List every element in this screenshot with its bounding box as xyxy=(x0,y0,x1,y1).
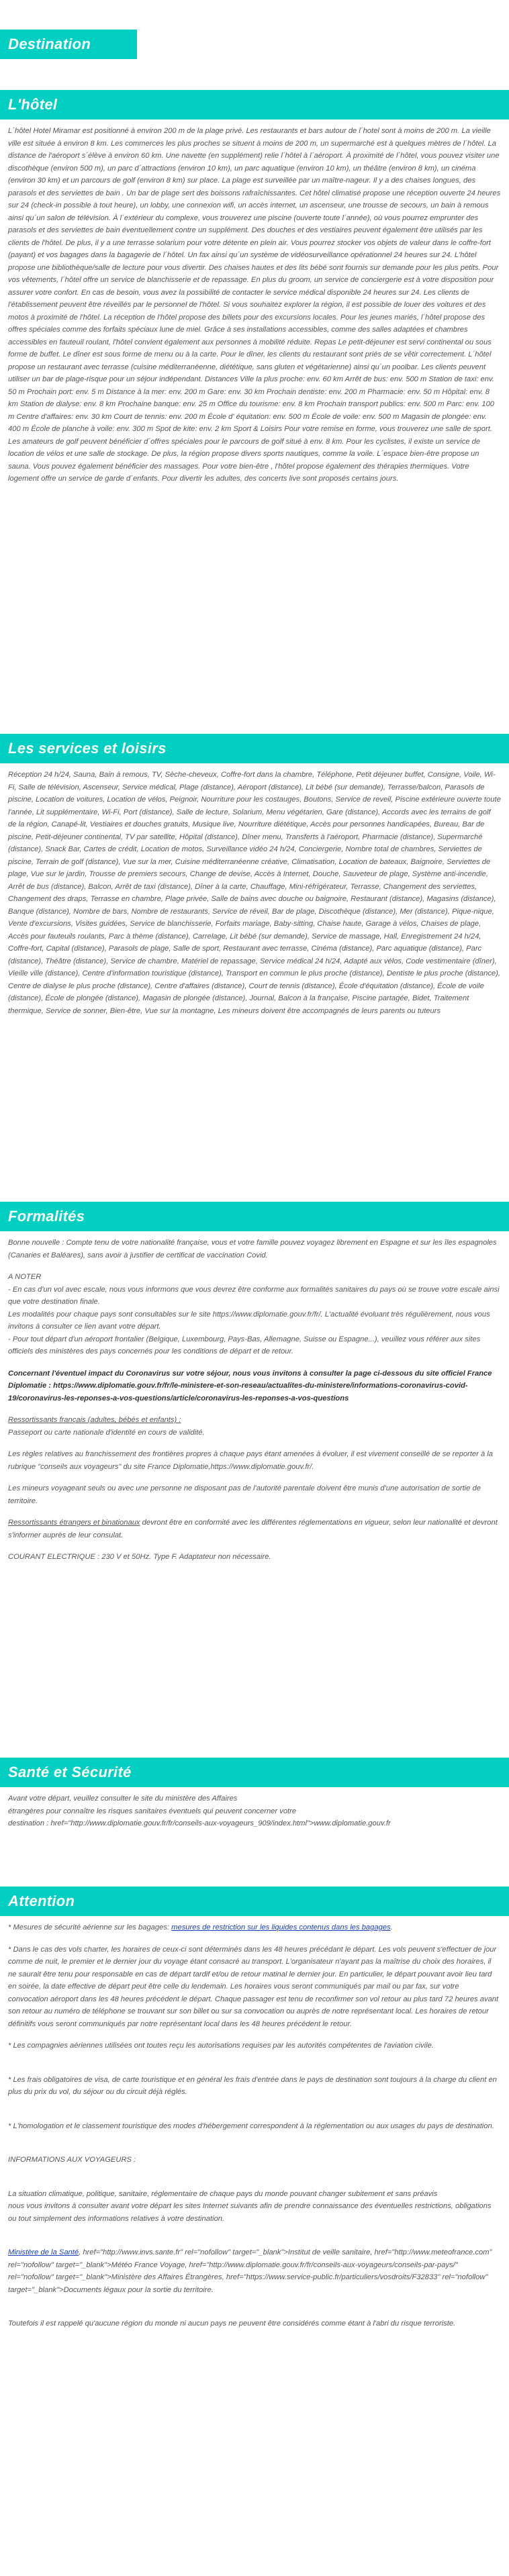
formalites-banner: Formalités xyxy=(0,1202,509,1231)
services-banner: Les services et loisirs xyxy=(0,734,509,763)
useful-links: Ministère de la Santé, href="http://www.invs.sante.fr" rel="nofollow" target="_blank">Institut de veille sanitaire, href="http://www.meteofrance.com" rel="nofollow" target="_blank">Météo France Voyage, href="http://www.diplomatie.gouv.fr/fr/conseils-aux-voyageurs/conseils-par-pays/" rel="nofollow" target="_blank">Ministère des Affaires Étrangères, href="https://www.service-public.fr/particuliers/vosdroits/F32833" rel="nofollow" target="_blank">Documents légaux pour la sortie du territoire. xyxy=(8,2248,492,2294)
electric-current: COURANT ELECTRIQUE : 230 V et 50Hz. Type F. Adaptateur non nécessaire. xyxy=(8,1553,271,1561)
hotel-section xyxy=(0,90,509,495)
charter-flights: * Dans le cas des vols charter, les horaires de ceux-ci sont déterminés dans les 48 heures précédant le départ. Les vols peuvent s'effectuer de jour comme de nuit, le premier et le dernier jour du voyage étant consacré au transport. L'organisateur n'ayant pas la maîtrise du choix des horaires, il ne saurait être tenu pour responsable en cas de départ tardif et/ou de retour matinal le dernier jour. En particulier, le départ pouvant avoir lieu tard en soirée, la date effective de départ peut être celle du lendemain. Les horaires vous seront communiqués par mail ou par fax, sur votre convocation aéroport dans les 48 heures précédent le départ. Chaque passager est tenu de reconfirmer son vol retour au plus tard 72 heures avant son retour au numéro de téléphone se trouvant sur son billet ou sur sa convocation ou auprès de notre représentant local. Les horaires de retour définitifs vous seront communiqués par notre représentant local dans les 48 heures précédent le retour. xyxy=(8,1945,499,2028)
formalites-note xyxy=(8,1271,501,1358)
liquids-restriction-link[interactable]: mesures de restriction sur les liquides contenus dans les bagages xyxy=(171,1923,391,1931)
foreign-nationals xyxy=(8,1517,501,1541)
french-nationals-text: Passeport ou carte nationale d'identité en cours de validité. xyxy=(8,1428,205,1437)
french-nationals-title: Ressortissants français (adultes, bébés et enfants) : xyxy=(8,1416,181,1424)
french-nationals xyxy=(8,1414,501,1439)
sante-line: destination : href="http://www.diplomatie.gouv.fr/fr/conseils-aux-voyageurs_909/index.html">www.diplomatie.gouv.fr xyxy=(8,1819,391,1827)
attention-banner: Attention xyxy=(0,1887,509,1916)
note-title: A NOTER xyxy=(8,1273,42,1281)
accommodation-classification: * L'homologation et le classement touristique des modes d'hébergement correspondent à la réglementation ou aux usages du pays de destination. xyxy=(8,2121,494,2130)
foreign-nationals-text: devront être en conformité avec les différentes réglementations en vigueur, selon leur nationalité et devront s'informer auprès de leur consulat. xyxy=(8,1519,498,1539)
luggage-security: * Mesures de sécurité aérienne sur les bagages: mesures de restriction sur les liquides contenus dans les bagages. xyxy=(8,1923,393,1931)
attention-section xyxy=(0,1887,509,2340)
destination-banner: Destination xyxy=(0,30,137,59)
sante-section xyxy=(0,1758,509,1830)
traveler-info-title: INFORMATIONS AUX VOYAGEURS : xyxy=(8,2156,136,2164)
destination-section xyxy=(0,30,509,59)
note-line: - Pour tout départ d'un aéroport frontalier (Belgique, Luxembourg, Pays-Bas, Allemagne, Suisse ou Espagne...), veuillez vous référer aux sites officiels des ministères des pays concernés pour les conditions de départ et de retour. xyxy=(8,1335,481,1355)
minors-rules: Les mineurs voyageant seuls ou avec une personne ne disposant pas de l'autorité parentale doivent être munis d'une autorisation de sortie de territoire. xyxy=(8,1484,481,1505)
sante-banner: Santé et Sécurité xyxy=(0,1758,509,1787)
sante-line: étrangères pour connaître les risques sanitaires éventuels qui peuvent concerner votre xyxy=(8,1807,297,1815)
sante-line: Avant votre départ, veuillez consulter le site du ministère des Affaires xyxy=(8,1795,238,1803)
note-line: Les modalités pour chaque pays sont consultables sur le site https://www.diplomatie.gouv.fr/fr/. L'actualité évoluant très régulièrement, nous vous invitons à consulter ce lien avant votre départ. xyxy=(8,1310,490,1331)
terrorism-warning: Toutefois il est rappelé qu'aucune région du monde ni aucun pays ne peuvent être considérés comme étant à l'abri du risque terroriste. xyxy=(8,2320,456,2328)
services-list: Réception 24 h/24, Sauna, Bain à remous, TV, Sèche-cheveux, Coffre-fort dans la chambre, Téléphone, Petit déjeuner buffet, Consigne, Voile, Wi-Fi, Salle de télévision, Ascenseur, Service médical, Plage (distance), Aéroport (distance), Lit bébé (sur demande), Terrasse/balcon, Parasols de piscine, Location de voitures, Location de vélos, Peignoir, Nourriture pour les costauges, Boutons, Service de reveil, Piscine extérieure ouverte toute l'année, Lit supplémentaire, Wi-Fi, Port (distance), Salle de lecture, Solarium, Menu végétarien, Gare (distance), Accords avec les terrains de golf de la région, Canapé-lit, Vestiaires et douches gratuits, Musique live, Nourriture diététique, Accès pour personnes handicapées, Bureau, Bar de piscine, Petit-déjeuner continental, TV par satellite, Hôpital (distance), Dîner menu, Transferts à l'aéroport, Pharmacie (distance), Supermarché (distance), Snack Bar, Cartes de crédit, Location de motos, Surveillance vidéo 24 h/24, Conciergerie, Nombre total de chambres, Serviettes de piscine, Terrain de golf (distance), Vue sur la mer, Cuisine méditerranéenne créative, Climatisation, Location de bateaux, Baignoire, Serviettes de plage, Vue sur le jardin, Trousse de premiers secours, Change de devise, Accès à Internet, Douche, Sauveteur de plage, Système anti-incendie, Arrêt de bus (distance), Balcon, Arrêt de taxi (distance), Dîner à la carte, Chauffage, Mini-réfrigérateur, Terrasse, Changement des serviettes, Changement des draps, Terrasse en chambre, Plage privée, Salle de bains avec douche ou baignoire, Restaurant (distance), Magasins (distance), Banque (distance), Nombre de bars, Nombre de restaurants, Service de réveil, Bar de plage, Discothèque (distance), Mer (distance), Pique-nique, Vente d'excursions, Visites guidées, Service de blanchisserie, Forfaits mariage, Baby-sitting, Chaise haute, Garage à vélos, Chaises de plage, Accès pour fauteuils roulants, Parc à thème (distance), Carrelage, Lit bébé (sur demande), Service de massage, Hall, Enregistrement 24 h/24, Coffre-fort, Capital (distance), Parasols de plage, Salle de sport, Restaurant avec terrasse, Cinéma (distance), Parc aquatique (distance), Parc (distance), Théâtre (distance), Service de chambre, Matériel de repassage, Service médical 24 h/24, Adapté aux vélos, Code vestimentaire (dîner), Vieille ville (distance), Centre d'information touristique (distance), Transport en commun le plus proche (distance), Dentiste le plus proche (distance), Centre de dialyse le plus proche (distance), Centre d'affaires (distance), Court de tennis (distance), École d'équitation (distance), École de voile (distance), École de plongée (distance), Magasin de plongée (distance), Journal, Balcon à la française, Piscine partagée, Bidet, Traitement thermique, Service de sonner, Bien-être, Vue sur la montagne, Les mineurs doivent être accompagnés de leurs parents ou tuteurs xyxy=(8,771,501,1015)
border-rules: Les règles relatives au franchissement des frontières propres à chaque pays étant amenées à évoluer, il est vivement conseillé de se reporter à la rubrique "conseils aux voyageurs" du site France Diplomatie,https://www.diplomatie.gouv.fr/. xyxy=(8,1450,493,1471)
ministry-health-link[interactable]: Ministère de la Santé xyxy=(8,2248,79,2256)
formalites-intro: Bonne nouvelle : Compte tenu de votre nationalité française, vous et votre famille pouvez voyagez librement en Espagne et sur les îles espagnoles (Canaries et Baléares), sans avoir à justifier de certificat de vaccination Covid. xyxy=(8,1239,497,1259)
services-section xyxy=(0,734,509,1027)
situation-warning: La situation climatique, politique, sanitaire, réglementaire de chaque pays du monde pouvant changer subitement et sans préavis nous vous invitons à consulter avant votre départ les sites Internet suivants afin de prendre connaissance des éventuelles restrictions, obligations ou tout simplement des informations relatives à votre destination. xyxy=(8,2189,492,2223)
foreign-nationals-title: Ressortissants étrangers et binationaux xyxy=(8,1519,140,1527)
coronavirus-notice: Concernant l'éventuel impact du Coronavirus sur votre séjour, nous vous invitons à consulter la page ci-dessous du site officiel France Diplomatie : https://www.diplomatie.gouv.fr/fr/le-ministere-et-son-reseau/actualites-du-ministere/informations-coronavirus-covid-19/coronavirus-les-reponses-a-vos-questions/article/coronavirus-les-reponses-a-vos-questions xyxy=(8,1369,492,1402)
hotel-description: L´hôtel Hotel Miramar est positionné à environ 200 m de la plage privé. Les restaurants et bars autour de l´hotel sont à moins de 200 m. La vieille ville est située à environ 8 km. Les commerces les plus proches se situent à moins de 200 m, un supermarché est à quelques mètres de l´hôtel. La distance de l'aéroport s´élève à environ 60 km. Une navette (en supplément) relie l´hôtel à l´aéroport. À proximité de l´hôtel, vous pouvez visiter une discothèque (environ 500 m), un parc d´attractions (environ 10 km), un parc aquatique (environ 10 km), un théâtre (environ 8 km), un cinéma (environ 30 km) et un parcours de golf (environ 8 km) sur place. La plage est surveillée par un maître-nageur. Il y a des chaises longues, des parasols et des serviettes de bain . Un bar de plage sert des boissons rafraîchissantes. Cet hôtel climatisé propose une réception ouverte 24 heures sur 24 (check-in possible à tout heure), un lobby, une connexion wifi, un accès internet, un ascenseur, une trousse de secours, un bain à remous ainsi qu´un salon de télévision. À l´extérieur du complexe, vous trouverez une piscine (ouverte toute l´année), où vous pourrez emprunter des parasols et des serviettes de bain éventuellement contre un supplément. Des douches et des vestiaires peuvent également être utilisés par les clients de l'hôtel. De plus, il y a une terrasse solarium pour votre détente en plein air. Vous pourrez stocker vos objets de valeur dans le coffre-fort (payant) et vos bagages dans la bagagerie de l´hôtel. Un fax ainsi qu´un système de vidéosurveillance opérationnel 24 heures sur 24. L'hôtel propose une bibliothèque/salle de lecture pour vous divertir. Des chaises hautes et des lits bébé sont fournis sur demande pour les plus petits. Pour vos vêtements, l´hôtel offre un service de blanchisserie et de repassage. En plus du groom, un service de conciergerie est à votre disposition pour assurer votre confort. En cas de besoin, vous avez la possibilité de contacter le service médical disponible 24 heures sur 24. Les clients de l'établissement peuvent être réveillés par le personnel de l'hôtel. Si vous souhaitez explorer la région, il est possible de louer des voitures et des motos à proximité de l'hôtel. La réception de l'hôtel propose des billets pour des excursions locales. Pour les jeunes mariés, l´hôtel propose des offres spéciales comme des forfaits spéciaux lune de miel. Grâce à ses installations accessibles, comme des salles adaptées et chambres accessibles en fauteuil roulant, l'hôtel convient également aux personnes à mobilité réduite. Repas Le petit-déjeuner est servi continental ou sous forme de buffet. Le dîner est sous forme de menu ou à la carte. Pour le dîner, les clients du restaurant sont priés de se vêtir correctement. L´hôtel propose un restaurant avec terrasse (cuisine méditerranéenne, diététique, sans gluten et végétarienne) ainsi qu´un poolbar. Les clients peuvent utiliser un bar de plage-risque pour un séjour indépendant. Distances Ville la plus proche: env. 60 km Arrêt de bus: env. 500 m Station de taxi: env. 50 m Prochain port: env. 5 m Distance à la mer: env. 200 m Gare: env. 30 km Prochain dentiste: env. 200 m Pharmacie: env. 50 m Hôpital: env. 8 km Station de dialyse: env. 8 km Prochaine banque: env. 25 m Office du tourisme: env. 8 km Prochain transport publics: env. 500 m Parc: env. 100 m Centre d'affaires: env. 30 km Court de tennis: env. 200 m École d' équitation: env. 500 m École de voile: env. 500 m Magasin de plongée: env. 400 m École de planche à voile: env. 300 m Spot de kite: env. 2 km Sport & Loisirs Pour votre remise en forme, vous trouverez une salle de sport. Les amateurs de golf peuvent bénéficier d´offres spéciales pour le parcours de golf situé à env. 8 km. Pour les cyclistes, il existe un service de location de vélos et une salle de stockage. De plus, la région propose divers sports nautiques, comme la voile. L´espace bien-être propose un sauna. Vous pouvez également bénéficier des massages. Pour votre bien-être , l'hôtel propose également des thérapies thermiques. Votre logement offre un service de garde d´enfants. Pour divertir les adultes, des concerts live sont proposés certains jours. xyxy=(8,127,501,483)
note-line: - En cas d'un vol avec escale, nous vous informons que vous devrez être conforme aux formalités sanitaires du pays où se trouve votre escale ainsi que votre destination finale. xyxy=(8,1285,500,1306)
visa-fees: * Les frais obligatoires de visa, de carte touristique et en général les frais d'entrée dans le pays de destination sont toujours à la charge du client en plus du prix du vol, du séjour ou du circuit déjà réglés. xyxy=(8,2075,497,2096)
hotel-banner: L'hôtel xyxy=(0,90,509,120)
airlines-authorization: * Les compagnies aériennes utilisées ont toutes reçu les autorisations requises par les autorités compétentes de l'aviation civile. xyxy=(8,2042,434,2050)
formalites-section xyxy=(0,1202,509,1573)
